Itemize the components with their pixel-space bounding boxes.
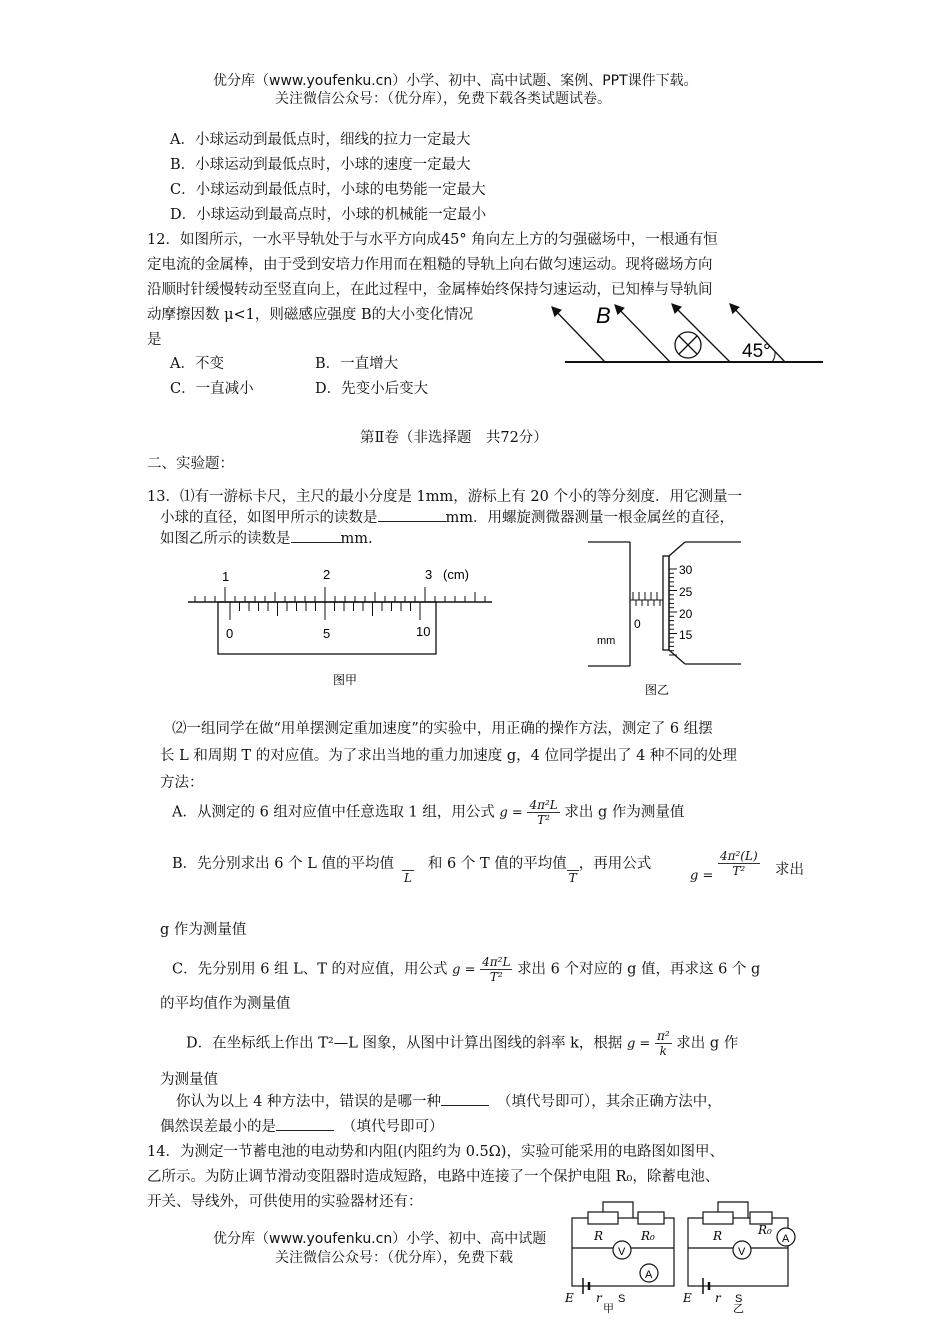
section2-heading: 二、实验题： — [147, 456, 234, 472]
caliper-unit: (cm) — [443, 567, 469, 582]
resistor-r0-label: R₀ — [641, 1229, 655, 1243]
footer-line-2: 关注微信公众号：（优分库），免费下载 — [275, 1250, 513, 1266]
thimble-label-15: 15 — [679, 628, 693, 642]
main-label-1: 1 — [222, 569, 230, 584]
b-label: B — [596, 303, 611, 328]
q14-line-3: 开关、导线外，可供使用的实验器材还有： — [147, 1194, 423, 1210]
q12-option-b: B．一直增大 — [315, 356, 399, 372]
q12-option-a: A．不变 — [170, 356, 224, 372]
q12-line-5: 是 — [147, 332, 162, 348]
voltmeter-label: V — [618, 1246, 626, 1258]
ammeter-label: A — [645, 1269, 653, 1281]
method-c: C．先分别用 6 组 L、T 的对应值，用公式 g = $\frac{\text{4π²L}}{\text{T²}}$ 求出 6 个对应的 g 值，再求这 6 个 g — [172, 955, 761, 984]
q13-part2-line-3: 方法： — [160, 775, 204, 791]
ammeter-label-2: A — [782, 1233, 790, 1245]
vernier-label-0: 0 — [226, 626, 234, 641]
internal-r-label: r — [596, 1291, 602, 1305]
q13-blank-4[interactable] — [276, 1130, 334, 1131]
method-d-line-2: 为测量值 — [160, 1072, 218, 1088]
micrometer-figure — [585, 538, 760, 698]
angle-label: 45° — [742, 341, 771, 362]
q11-option-d: D．小球运动到最高点时，小球的机械能一定最小 — [170, 207, 487, 223]
formula-g-pi2-over-k: $\frac{\text{π²}}{k}$ — [656, 1029, 670, 1058]
method-c-line-2: 的平均值作为测量值 — [160, 996, 291, 1012]
header-line-2: 关注微信公众号：（优分库），免费下载各类试题试卷。 — [275, 91, 611, 107]
q13-line-1: 13．⑴有一游标卡尺，主尺的最小分度是 1mm，游标上有 20 个小的等分刻度．用它测量一 — [147, 489, 742, 505]
q12-line-4: 动摩擦因数 μ<1，则磁感应强度 B的大小变化情况 — [147, 307, 474, 323]
method-b-formula: g = $\frac{\text{4π²(L)}}{\text{T²}}$ — [690, 849, 758, 884]
caption-jia: 图甲 — [333, 673, 358, 687]
main-label-3: 3 — [425, 567, 433, 582]
section2-title: 第Ⅱ卷（非选择题 共72分） — [360, 430, 548, 446]
field-arrow — [672, 304, 730, 362]
circuit-jia — [564, 1202, 674, 1314]
q12-option-c: C．一直减小 — [170, 381, 254, 397]
emf-label: E — [565, 1291, 574, 1305]
q13-blank-1[interactable] — [378, 521, 446, 522]
main-label-2: 2 — [323, 567, 331, 582]
method-b-tail: 求出 — [775, 862, 804, 878]
q12-line-3: 沿顺时针缓慢转动至竖直向上，在此过程中，金属棒始终保持匀速运动，已知棒与导轨间 — [147, 282, 713, 298]
vernier-caliper-figure — [180, 560, 500, 695]
caption-circuit-jia: 甲 — [603, 1302, 614, 1314]
micrometer-unit: mm — [597, 635, 616, 647]
field-arrow — [615, 305, 670, 362]
resistor-r-label-2: R — [713, 1229, 723, 1243]
q13-part2-line-1: ⑵一组同学在做“用单摆测定重加速度”的实验中，用正确的操作方法，测定了 6 组摆 — [172, 721, 713, 737]
method-b: B．先分别求出 6 个 L 值的平均值 L 和 6 个 T 值的平均值 T ，再用公式 — [172, 856, 652, 885]
switch-label: S — [618, 1293, 626, 1305]
sleeve-zero-label: 0 — [634, 617, 641, 631]
q12-line-2: 定电流的金属棒，由于受到安培力作用而在粗糙的导轨上向右做匀速运动。现将磁场方向 — [147, 257, 713, 273]
footer-line-1: 优分库（www.youfenku.cn）小学、初中、高中试题 — [213, 1228, 546, 1248]
thimble-label-25: 25 — [679, 585, 693, 599]
method-d: D．在坐标纸上作出 T²—L 图象，从图中计算出图线的斜率 k，根据 g = $\frac{\text{π²}}{k}$ 求出 g 作 — [186, 1029, 739, 1058]
formula-g-4pi2L-over-T2-c: $\frac{\text{4π²L}}{\text{T²}}$ — [482, 955, 511, 984]
q13-answer-line-1: 你认为以上 4 种方法中，错误的是哪一种 （填代号即可），其余正确方法中， — [176, 1094, 722, 1110]
thimble-label-30: 30 — [679, 563, 693, 577]
method-a: A．从测定的 6 组对应值中任意选取 1 组，用公式 g = $\frac{\text{4π²L}}{\text{T²}}$ 求出 g 作为测量值 — [172, 798, 685, 827]
q13-line-2: 小球的直径，如图甲所示的读数是 mm．用螺旋测微器测量一根金属丝的直径， — [160, 510, 734, 526]
circuit-yi — [682, 1202, 795, 1314]
internal-r-label-2: r — [715, 1291, 721, 1305]
q11-option-b: B．小球运动到最低点时，小球的速度一定最大 — [170, 157, 471, 173]
caption-circuit-yi: 乙 — [733, 1302, 744, 1314]
l-bar-symbol: L — [403, 871, 412, 885]
header-line-1: 优分库（www.youfenku.cn）小学、初中、高中试题、案例、PPT课件下载。 — [213, 73, 698, 89]
q14-line-1: 14．为测定一节蓄电池的电动势和内阻(内阻约为 0.5Ω)，实验可能采用的电路图如图甲、 — [147, 1144, 724, 1160]
caption-yi: 图乙 — [645, 683, 670, 697]
resistor-r-label: R — [594, 1229, 604, 1243]
vernier-label-10: 10 — [416, 624, 431, 639]
q11-option-c: C．小球运动到最低点时，小球的电势能一定最大 — [170, 182, 486, 198]
q11-option-a: A．小球运动到最低点时，细线的拉力一定最大 — [170, 132, 471, 148]
resistor-r0-label-2: R₀ — [758, 1223, 772, 1237]
q12-line-1: 12．如图所示，一水平导轨处于与水平方向成45° 角向左上方的匀强磁场中，一根通有恒 — [147, 232, 718, 248]
formula-g-4pi2L-over-T2: $\frac{\text{4π²L}}{\text{T²}}$ — [529, 798, 558, 827]
voltmeter-label-2: V — [738, 1246, 746, 1258]
vernier-label-5: 5 — [323, 626, 331, 641]
thimble-label-20: 20 — [679, 607, 693, 621]
q13-line-3: 如图乙所示的读数是 mm. — [160, 531, 373, 547]
q13-blank-3[interactable] — [441, 1105, 489, 1106]
q13-answer-line-2: 偶然误差最小的是 （填代号即可） — [160, 1119, 444, 1135]
formula-g-4pi2Lbar-over-Tbar2: $\frac{\text{4π²(L)}}{\text{T²}}$ — [719, 849, 758, 878]
q12-magnetic-field-figure — [540, 290, 830, 370]
q14-line-2: 乙所示。为防止调节滑动变阻器时造成短路，电路中连接了一个保护电阻 R₀，除蓄电池、 — [147, 1169, 720, 1185]
switch-label-2: S — [735, 1293, 743, 1305]
method-b-line-2: g 作为测量值 — [160, 922, 247, 938]
emf-label-2: E — [683, 1291, 692, 1305]
q13-part2-line-2: 长 L 和周期 T 的对应值。为了求出当地的重力加速度 g，4 位同学提出了 4 种不同的处理 — [160, 748, 737, 764]
t-bar-symbol: T — [568, 871, 577, 885]
q13-blank-2[interactable] — [291, 542, 341, 543]
q12-option-d: D．先变小后变大 — [315, 381, 429, 397]
circuit-diagrams — [563, 1198, 943, 1314]
